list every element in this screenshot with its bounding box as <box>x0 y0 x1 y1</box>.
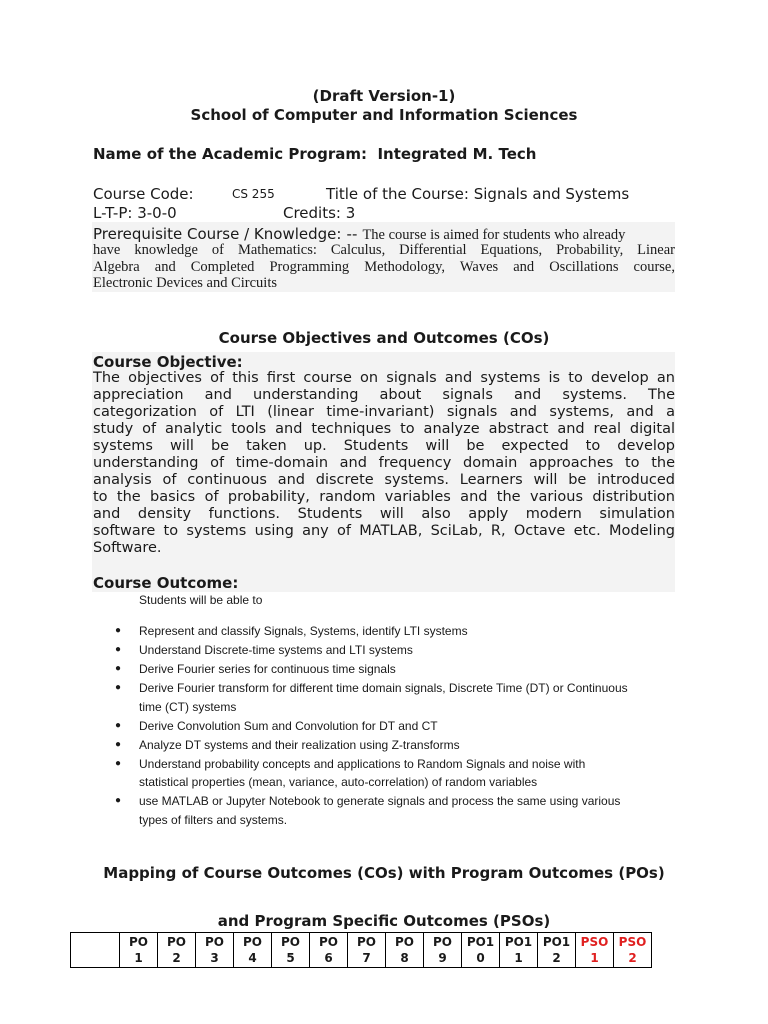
course-title <box>326 185 629 203</box>
outcome-item-line: ● Analyze DT systems and their realization using Z-transforms <box>139 737 460 752</box>
program-label: Name of the Academic Program: <box>93 145 367 163</box>
mapping-header-number: 2 <box>628 951 637 965</box>
mapping-header-cell <box>538 933 576 968</box>
mapping-header-cell <box>196 933 234 968</box>
mapping-header-prefix: PO <box>357 935 376 949</box>
mapping-header-number: 9 <box>438 951 447 965</box>
program-name <box>93 145 536 163</box>
mapping-header-cell <box>272 933 310 968</box>
mapping-corner-cell <box>71 933 120 968</box>
mapping-header-number: 5 <box>286 951 295 965</box>
objective-line: systems will be taken up. Students will be expected to develop <box>93 438 675 454</box>
mapping-header-number: 6 <box>324 951 333 965</box>
mapping-header-prefix: PO <box>395 935 414 949</box>
mapping-header-cell <box>614 933 652 968</box>
outcome-item <box>115 792 685 829</box>
course-title-label: Title of the Course: <box>326 185 469 203</box>
prerequisite-line-1 <box>93 224 625 244</box>
mapping-header-number: 1 <box>514 951 523 965</box>
outcome-list <box>115 622 685 830</box>
mapping-header-number: 8 <box>400 951 409 965</box>
outcome-item <box>115 679 685 716</box>
mapping-header-number: 4 <box>248 951 257 965</box>
outcome-item-line: ● Represent and classify Signals, Systems, identify LTI systems <box>139 624 468 638</box>
mapping-table <box>70 932 652 968</box>
mapping-header-number: 2 <box>172 951 181 965</box>
outcome-item-line: ● Derive Convolution Sum and Convolution for DT and CT <box>139 718 438 733</box>
course-code-value: CS 255 <box>232 187 275 201</box>
mapping-header-prefix: PO <box>281 935 300 949</box>
mapping-header-cell <box>386 933 424 968</box>
mapping-header-cell <box>462 933 500 968</box>
mapping-title-line-2: and Program Specific Outcomes (PSOs) <box>217 912 551 930</box>
outcome-item-line: ● use MATLAB or Jupyter Notebook to generate signals and process the same using various <box>139 794 621 808</box>
prerequisite-label: Prerequisite Course / Knowledge: <box>93 225 342 243</box>
outcome-item <box>115 736 685 755</box>
objective-line: software to systems using any of MATLAB, SciLab, R, Octave etc. Modeling <box>93 523 675 539</box>
mapping-header-prefix: PO1 <box>542 935 571 949</box>
outcome-item-line: ● Understand probability concepts and applications to Random Signals and noise with <box>139 756 586 771</box>
objectives-section-title: Course Objectives and Outcomes (COs) <box>218 329 550 347</box>
outcome-item-line: statistical properties (mean, variance, auto-correlation) of random variables <box>139 775 538 789</box>
objective-text <box>93 370 675 557</box>
outcome-item-line: ● Derive Fourier transform for different time domain signals, Discrete Time (DT) or Continuous <box>139 681 628 695</box>
mapping-header-prefix: PO <box>243 935 262 949</box>
objective-heading: Course Objective: <box>93 353 243 371</box>
mapping-header-number: 2 <box>552 951 561 965</box>
mapping-header-number: 1 <box>134 951 143 965</box>
course-title-value: Signals and Systems <box>473 185 630 203</box>
mapping-header-cell <box>424 933 462 968</box>
mapping-header-prefix: PSO <box>580 935 609 949</box>
mapping-header-number: 3 <box>210 951 219 965</box>
prerequisite-text-4: Electronic Devices and Circuits <box>93 275 278 291</box>
program-value: Integrated M. Tech <box>377 145 537 163</box>
mapping-header-cell <box>500 933 538 968</box>
objective-line: Software. <box>93 540 162 556</box>
draft-version: (Draft Version-1) <box>312 87 456 105</box>
mapping-header-cell <box>576 933 614 968</box>
prerequisite-text-2: have knowledge of Mathematics: Calculus, Differential Equations, Probability, Linear <box>93 242 675 258</box>
prerequisite-dash: -- <box>346 225 358 243</box>
mapping-title-line-1: Mapping of Course Outcomes (COs) with Program Outcomes (POs) <box>103 864 665 882</box>
objective-line: and density functions. Students will also apply modern simulation <box>93 506 675 522</box>
mapping-header-prefix: PO <box>167 935 186 949</box>
mapping-header-prefix: PO <box>129 935 148 949</box>
credits: Credits: 3 <box>283 204 356 222</box>
mapping-header-number: 7 <box>362 951 371 965</box>
mapping-header-prefix: PO <box>433 935 452 949</box>
school-name: School of Computer and Information Sciences <box>190 106 578 124</box>
outcome-item-line: types of filters and systems. <box>139 812 288 827</box>
mapping-header-prefix: PO <box>319 935 338 949</box>
mapping-header-cell <box>120 933 158 968</box>
outcome-item <box>115 641 685 660</box>
objective-line: study of analytic tools and techniques to analyze abstract and real digital <box>93 421 675 437</box>
objective-line: analysis of continuous and discrete systems. Learners will be introduced <box>93 472 675 488</box>
prerequisite-text-1: The course is aimed for students who already <box>362 227 626 243</box>
course-code-label: Course Code: <box>93 185 194 203</box>
mapping-header-number: 0 <box>476 951 485 965</box>
outcome-item-line: ● Understand Discrete-time systems and LTI systems <box>139 643 413 657</box>
objective-line: to the basics of probability, random variables and the various distribution <box>93 489 675 505</box>
mapping-header-prefix: PO1 <box>504 935 533 949</box>
objective-line: categorization of LTI (linear time-invariant) signals and systems, and a <box>93 404 675 420</box>
outcome-heading: Course Outcome: <box>93 574 239 592</box>
outcome-item <box>115 717 685 736</box>
mapping-header-cell <box>348 933 386 968</box>
mapping-header-cell <box>310 933 348 968</box>
outcome-item <box>115 660 685 679</box>
objective-line: The objectives of this first course on signals and systems is to develop an <box>93 370 675 386</box>
mapping-header-cell <box>158 933 196 968</box>
outcome-item <box>115 622 685 641</box>
prerequisite-text-3: Algebra and Completed Programming Methodology, Waves and Oscillations course, <box>93 259 675 275</box>
objective-line: appreciation and understanding about signals and systems. The <box>93 387 675 403</box>
mapping-header-row <box>71 933 652 968</box>
outcome-item-line: time (CT) systems <box>139 699 237 714</box>
outcome-item <box>115 755 685 792</box>
mapping-header-prefix: PO <box>205 935 224 949</box>
mapping-header-prefix: PSO <box>618 935 647 949</box>
mapping-header-prefix: PO1 <box>466 935 495 949</box>
objective-line: understanding of time-domain and frequency domain approaches to the <box>93 455 675 471</box>
outcome-intro: Students will be able to <box>139 593 263 607</box>
ltp: L-T-P: 3-0-0 <box>93 204 177 222</box>
mapping-header-cell <box>234 933 272 968</box>
mapping-header-number: 1 <box>590 951 599 965</box>
outcome-item-line: ● Derive Fourier series for continuous time signals <box>139 662 396 676</box>
